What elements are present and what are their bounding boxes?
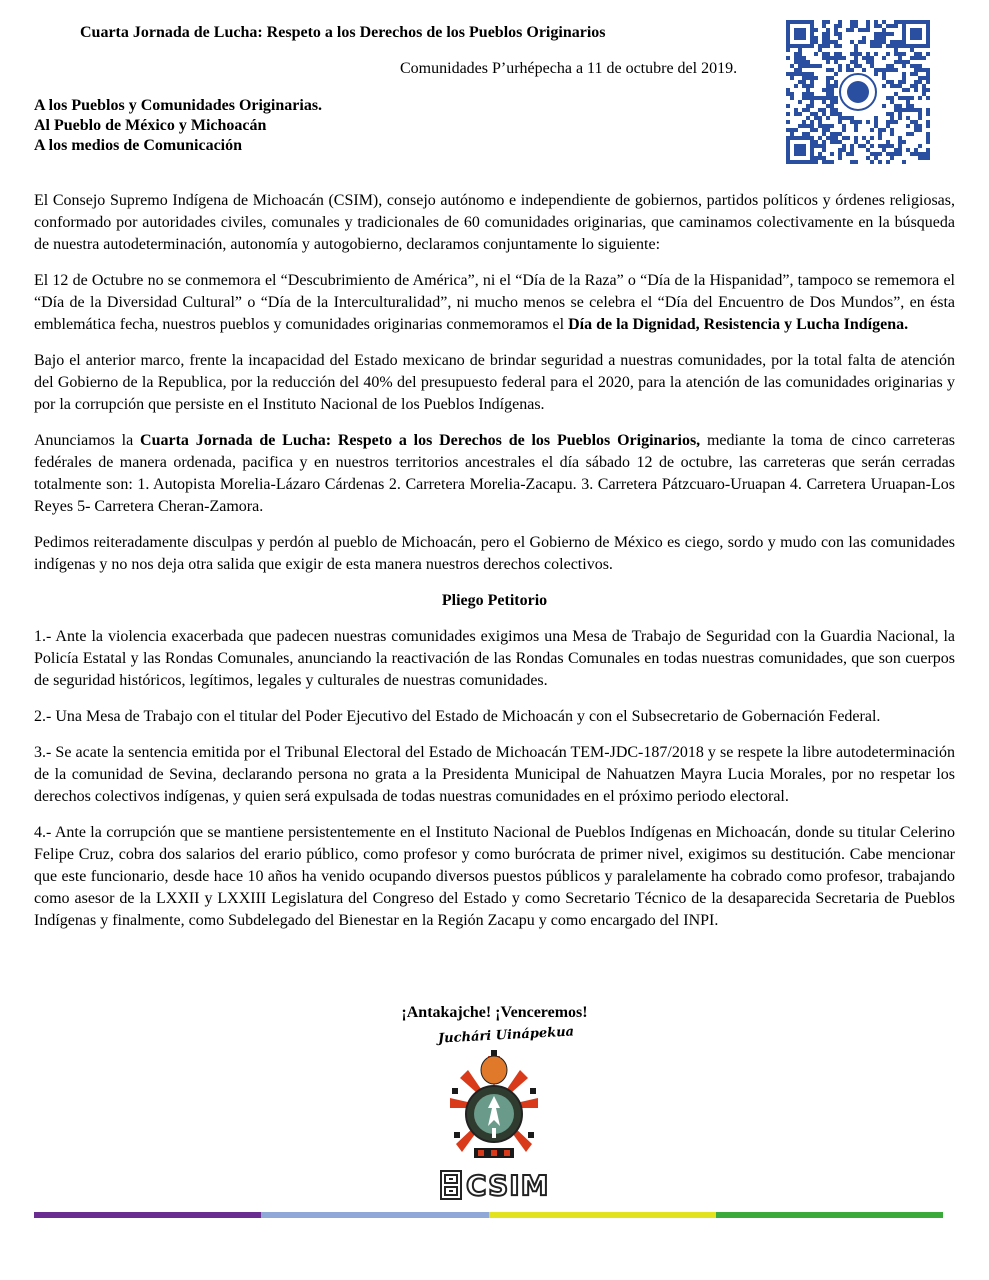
paragraph-context: Bajo el anterior marco, frente la incapacidad del Estado mexicano de brindar seguridad a nuestras comunidades, por la total falta de atención del Gobierno de la Republica, por la reducción del 40% del presupuesto federal para el 2020, para la atención de las comunidades originarias y por la corrupción que persiste en el Instituto Nacional de los Pueblos Indígenas. xyxy=(34,352,955,413)
paragraph-text: El 12 de Octubre no se conmemora el “Descubrimiento de América”, ni el “Día de la Raza” o “Día de la Hispanidad”, tampoco se rememora el “Día de la Diversidad Cultural” o “Día de la Interculturalidad”, ni mucho menos se celebra el “Día del Encuentro de Dos Mundos”, en ésta emblemática fecha, nuestros pueblos y comunidades originarias conmemoramos el xyxy=(34,272,955,333)
paragraph-bold: Día de la Dignidad, Resistencia y Lucha Indígena. xyxy=(568,316,909,333)
paragraph-intro: El Consejo Supremo Indígena de Michoacán (CSIM), consejo autónomo e independiente de gobiernos, partidos políticos y órdenes religiosas, conformado por autoridades civiles, comunales y tradicionales de 60 comunidades originarias, que caminamos colectivamente en la búsqueda de nuestra autodeterminación, autonomía y autogobierno, declaramos conjuntamente lo siguiente: xyxy=(34,192,955,253)
section-title: Pliego Petitorio xyxy=(441,592,548,609)
paragraph-apology: Pedimos reiteradamente disculpas y perdón al pueblo de Michoacán, pero el Gobierno de México es ciego, sordo y mudo con las comunidades indígenas y no nos deja otra salida que exigir de esta manera nuestros derechos colectivos. xyxy=(34,534,955,573)
addressee-line: A los medios de Comunicación xyxy=(34,137,243,154)
petition-item: 4.- Ante la corrupción que se mantiene persistentemente en el Instituto Nacional de Pueblos Indígenas en Michoacán, donde su titular Celerino Felipe Cruz, cobra dos salarios del erario público, como profesor y como burócrata de primer nivel, exigimos su destitución. Cabe mencionar que este funcionario, desde hace 10 años ha venido ocupando diversos puestos públicos y paralelamente ha cobrado como profesor, trabajando como asesor de la LXXII y LXXIII Legislatura del Congreso del Estado y como Secretario Técnico de la desaparecida Secretaria de Pueblos Indígenas y finalmente, como Subdelegado del Bienestar en la Región Zacapu y como encargado del INPI. xyxy=(34,824,955,929)
csim-logo xyxy=(440,1168,552,1202)
qr-code-icon xyxy=(786,20,930,164)
date-line: Comunidades P’urhépecha a 11 de octubre del 2019. xyxy=(400,60,738,77)
fret-glyph-icon xyxy=(440,1170,462,1200)
addressee-line: Al Pueblo de México y Michoacán xyxy=(34,117,267,134)
csim-emblem-icon xyxy=(448,1048,540,1166)
color-bar-segment xyxy=(716,1212,943,1218)
document-title: Cuarta Jornada de Lucha: Respeto a los Derechos de los Pueblos Originarios xyxy=(80,24,606,41)
addressees xyxy=(34,96,322,156)
color-bar-segment xyxy=(261,1212,488,1218)
paragraph-text: Anunciamos la xyxy=(34,432,141,449)
paragraph-october-12 xyxy=(34,270,955,336)
body-text xyxy=(34,190,955,946)
closing-slogan: ¡Antakajche! ¡Venceremos! xyxy=(401,1004,588,1021)
color-bar xyxy=(34,1212,943,1218)
logo-text: CSIM xyxy=(466,1168,550,1202)
signature: Juchári Uinápekua xyxy=(437,1024,575,1047)
addressee-line: A los Pueblos y Comunidades Originarias. xyxy=(34,97,323,114)
petition-item: 2.- Una Mesa de Trabajo con el titular del Poder Ejecutivo del Estado de Michoacán y con el Subsecretario de Gobernación Federal. xyxy=(34,708,881,725)
paragraph-bold: Cuarta Jornada de Lucha: Respeto a los Derechos de los Pueblos Originarios, xyxy=(140,432,701,449)
color-bar-segment xyxy=(34,1212,261,1218)
paragraph-announcement xyxy=(34,430,955,518)
color-bar-segment xyxy=(489,1212,716,1218)
paragraph-text: mediante la toma de cinco carreteras fedérales de manera ordenada, pacifica y en nuestros territorios ancestrales el día sábado 12 de octubre, las carreteras que serán cerradas totalmente son: 1. Autopista Morelia-Lázaro Cárdenas 2. Carretera Morelia-Zacapu. 3. Carretera Pátzcuaro-Uruapan 4. Carretera Uruapan-Los Reyes 5- Carretera Cheran-Zamora. xyxy=(34,432,956,515)
petition-item: 1.- Ante la violencia exacerbada que padecen nuestras comunidades exigimos una Mesa de Trabajo de Seguridad con la Guardia Nacional, la Policía Estatal y las Rondas Comunales, anunciando la reactivación de las Rondas Comunales en todas nuestras comunidades, que son cuerpos de seguridad históricos, legítimos, legales y culturales de nuestras comunidades. xyxy=(34,628,955,689)
petition-item: 3.- Se acate la sentencia emitida por el Tribunal Electoral del Estado de Michoacán TEM-JDC-187/2018 y se respete la libre autodeterminación de la comunidad de Sevina, declarando persona no grata a la Presidenta Municipal de Nahuatzen Mayra Lucia Morales, por no respetar los derechos colectivos indígenas, y quien será expulsada de todas nuestras comunidades en el próximo periodo electoral. xyxy=(34,744,955,805)
